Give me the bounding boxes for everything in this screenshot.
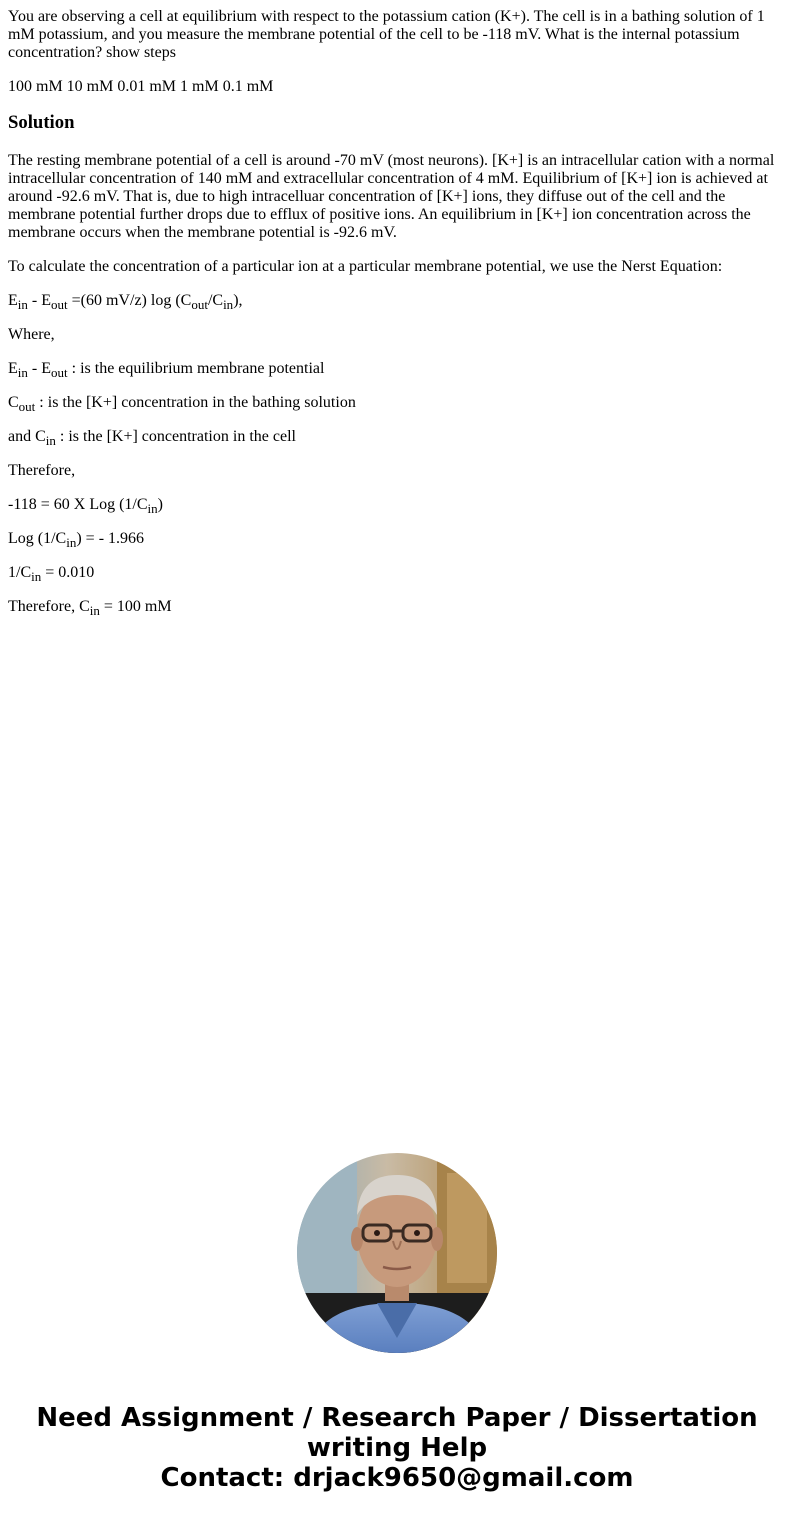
final-answer: Therefore, $C_{in} = 100$ mM <box>8 598 172 619</box>
answer-options: 100 mM 10 mM 0.01 mM 1 mM 0.1 mM <box>8 78 274 95</box>
calculation-step-1: -118 = 60 X Log $(1/C_{in})$ <box>8 496 163 517</box>
nernst-equation: $E_{in} - E_{out} =(60$ mV/z) $\log (C_{out}/C_{in})$, <box>8 292 243 313</box>
definition-cin: and $C_{in}$ : is the [K+] concentration in the cell <box>8 428 296 449</box>
definition-cout: $C_{out}$ : is the [K+] concentration in the bathing solution <box>8 394 356 415</box>
document-body <box>8 0 786 632</box>
definition-potential: $E_{in} - E_{out}$ : is the equilibrium membrane potential <box>8 360 325 381</box>
calculation-step-2: Log $(1/C_{in})$ = - 1.966 <box>8 530 145 551</box>
footer-line-2: writing Help <box>306 1433 488 1463</box>
calculation-intro: To calculate the concentration of a particular ion at a particular membrane potential, we use the Nerst Equation: <box>8 258 723 275</box>
author-avatar <box>297 1153 497 1353</box>
therefore-label: Therefore, <box>8 462 76 479</box>
footer-line-1: Need Assignment / Research Paper / Dissertation <box>36 1403 758 1433</box>
solution-heading: Solution <box>8 112 75 133</box>
calculation-step-3: $1/C_{in} = 0.010$ <box>8 564 95 585</box>
where-label: Where, <box>8 326 55 343</box>
footer-contact: Contact: drjack9650@gmail.com <box>160 1463 634 1493</box>
question-text: You are observing a cell at equilibrium with respect to the potassium cation (K+). The cell is in a bathing solution of 1 mM potassium, and you measure the membrane potential of the cell to be -118 mV. What is the internal potassium concentration? show steps <box>8 8 765 61</box>
solution-intro: The resting membrane potential of a cell is around -70 mV (most neurons). [K+] is an intracellular cation with a normal intracellular concentration of 140 mM and extracellular concentration of 4 mM. Equilibrium of [K+] ion is achieved at around -92.6 mV. That is, due to high intracelluar concentration of [K+] ions, they diffuse out of the cell and the membrane potential further drops due to efflux of positive ions. An equilibrium in [K+] ion concentration across the membrane occurs when the membrane potential is -92.6 mV. <box>8 152 775 241</box>
promo-footer <box>0 1403 794 1493</box>
